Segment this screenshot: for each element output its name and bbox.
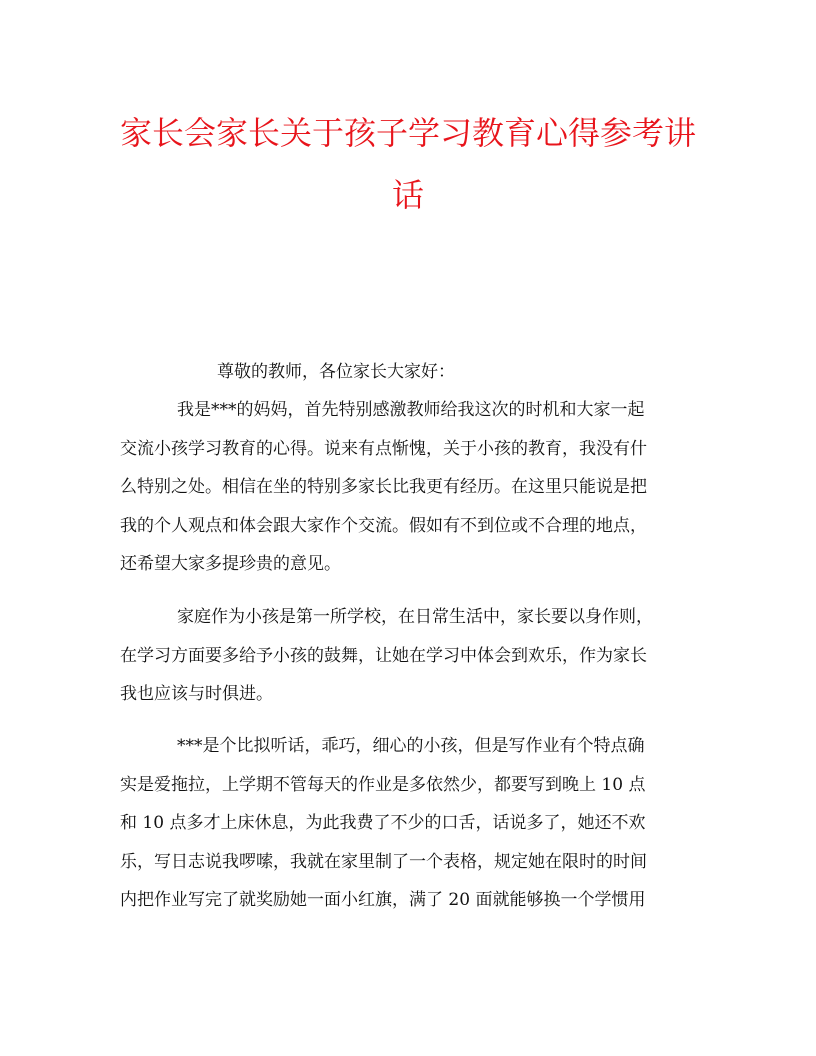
paragraph-line: 和 10 点多才上床休息，为此我费了不少的口舌，话说多了，她还不欢 bbox=[120, 813, 646, 833]
paragraph-line: 么特别之处。相信在坐的特别多家长比我更有经历。在这里只能说是把 bbox=[120, 477, 647, 497]
body-paragraph-2 bbox=[120, 598, 700, 714]
paragraph-line: ***是个比拟听话，乖巧，细心的小孩，但是写作业有个特点确 bbox=[177, 736, 645, 756]
paragraph-line: 实是爱拖拉，上学期不管每天的作业是多依然少，都要写到晚上 10 点 bbox=[120, 774, 646, 795]
document-title-line-2: 话 bbox=[391, 176, 424, 214]
body-paragraph-1 bbox=[120, 391, 700, 584]
paragraph-line: 我也应该与时俱进。 bbox=[120, 684, 273, 704]
paragraph-line: 家庭作为小孩是第一所学校，在日常生活中，家长要以身作则， bbox=[177, 607, 653, 627]
paragraph-line: 我的个人观点和体会跟大家作个交流。假如有不到位或不合理的地点， bbox=[120, 515, 647, 536]
document-title-line-1: 家长会家长关于孩子学习教育心得参考讲 bbox=[119, 114, 696, 152]
greeting-paragraph: 尊敬的教师，各位家长大家好： bbox=[217, 362, 455, 382]
paragraph-line: 交流小孩学习教育的心得。说来有点惭愧，关于小孩的教育，我没有什 bbox=[120, 438, 647, 459]
paragraph-line: 还希望大家多提珍贵的意见。 bbox=[120, 554, 341, 574]
paragraph-line: 内把作业写完了就奖励她一面小红旗，满了 20 面就能够换一个学惯用 bbox=[120, 890, 646, 910]
body-paragraph-3 bbox=[120, 727, 700, 920]
paragraph-line: 我是***的妈妈，首先特别感激教师给我这次的时机和大家一起 bbox=[177, 400, 645, 420]
paragraph-line: 在学习方面要多给予小孩的鼓舞，让她在学习中体会到欢乐，作为家长 bbox=[120, 645, 647, 666]
paragraph-line: 乐，写日志说我啰嗦，我就在家里制了一个表格，规定她在限时的时间 bbox=[120, 851, 647, 872]
